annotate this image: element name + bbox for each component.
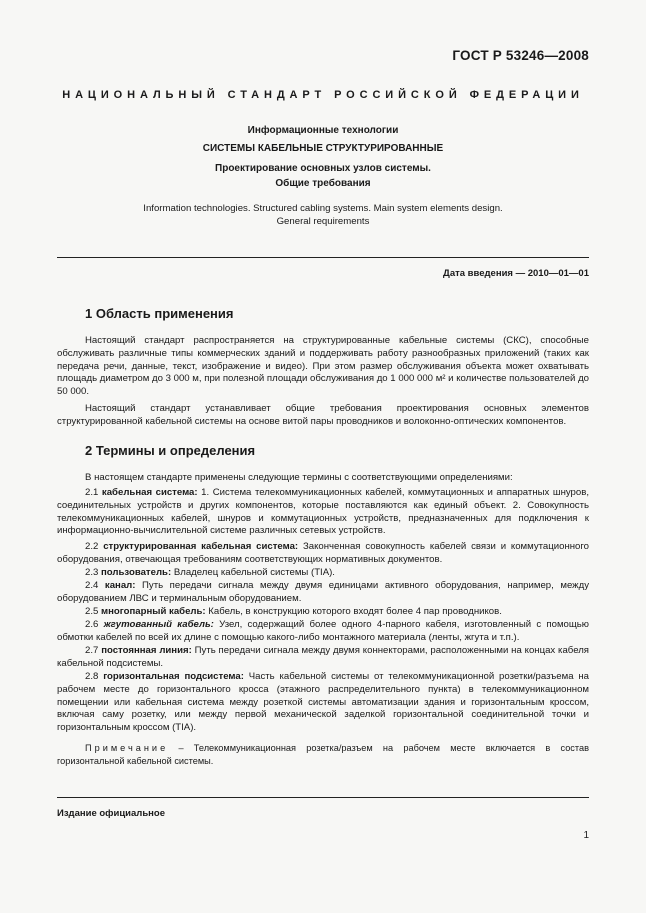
term-number: 2.4 [85,580,99,591]
term-definition: Путь передачи сигнала между двумя коннекторами, расположенными на концах кабеля кабельной подсистемы. [57,645,589,669]
note-label: Примечание [85,743,169,753]
section-1-paragraph-1: Настоящий стандарт распространяется на структурированные кабельные системы (СКС), способные обслуживать различные типы коммерческих зданий и поддерживать работу разнообразных приложений (таких как передача речи, данные, текст, изображение и видео). При этом размер обслуживания объекта может охватывать площадь диаметром до 3 000 м, при полезной площади обслуживания до 1 000 000 м² и количестве пользователей до 50 000. [57,335,589,398]
term-2-8 [57,671,589,735]
term-2-5 [57,606,589,619]
note-text: – Телекоммуникационная розетка/разъем на рабочем месте включается в состав горизонтальной кабельной системы. [57,743,589,766]
federation-banner: НАЦИОНАЛЬНЫЙ СТАНДАРТ РОССИЙСКОЙ ФЕДЕРАЦИИ [62,89,584,101]
term-2-7 [57,645,589,671]
term-number: 2.3 [85,567,99,578]
term-number: 2.5 [85,606,99,617]
section-2-heading: 2 Термины и определения [85,443,256,458]
section-1-heading: 1 Область применения [85,306,234,321]
term-name: многопарный кабель: [101,606,206,617]
term-2-1 [57,487,589,538]
edition-label: Издание официальное [57,808,165,819]
title-divider [57,257,589,258]
term-name: канал: [104,580,136,591]
section-2-intro: В настоящем стандарте применены следующие термины с соответствующими определениями: [85,472,513,483]
page-number: 1 [583,830,589,841]
title-line-4: Общие требования [275,178,371,189]
section-1-paragraph-2: Настоящий стандарт устанавливает общие требования проектирования основных элементов структурированной кабельной системы на основе витой пары проводников и волоконно-оптических компонентов. [57,403,589,427]
term-definition: 1. Система телекоммуникационных кабелей, коммутационных и аппаратных шнуров, соединительных устройств и других компонентов, которые поставляются как единый объект. 2. Совокупность телекоммуникационных кабелей, шнуров и коммутационных устройств, предназначенных для подключения к информационно-вычислительной системе различных сетевых устройств. [57,487,589,537]
term-number: 2.8 [85,671,99,682]
term-definition: Кабель, в конструкцию которого входят более 4 пар проводников. [205,606,502,617]
footer-divider [57,797,589,798]
term-name: горизонтальная подсистема: [103,671,244,682]
title-en-line-2: General requirements [276,216,370,227]
term-2-4 [57,580,589,606]
gost-number: ГОСТ Р 53246—2008 [452,48,589,63]
term-definition: Узел, содержащий более одного 4-парного кабеля, изготовленный с помощью обмотки кабелей по всей их длине с помощью какого-либо монтажного материала (ленты, жгута и т.п.). [57,619,589,643]
term-2-3 [57,567,589,580]
term-definition: Законченная совокупность кабелей связи и коммутационного оборудования, отвечающая требованиям соответствующих нормативных документов. [57,541,589,565]
term-name: структурированная кабельная система: [103,541,299,552]
term-definition: Владелец кабельной системы (TIA). [171,567,335,578]
title-line-2: СИСТЕМЫ КАБЕЛЬНЫЕ СТРУКТУРИРОВАННЫЕ [202,143,444,154]
term-2-6 [57,619,589,645]
term-number: 2.2 [85,541,99,552]
note [57,742,589,768]
term-definition: Путь передачи сигнала между двумя единицами активного оборудования, например, между оборудованием ЛВС и терминальным оборудованием. [57,580,589,604]
term-number: 2.6 [85,619,99,630]
term-definition: Часть кабельной системы от телекоммуникационной розетки/разъема на рабочем месте до горизонтального кросса (этажного распределительного пункта) в телекоммуникационном помещении или кабельная система между розеткой системы автоматизации здания и горизонтальным кроссом, включая саму розетку, или между первой механической заделкой горизонтальной соединительной точки и горизонтальным кроссом (TIA). [57,671,590,734]
title-line-1: Информационные технологии [247,125,399,136]
term-name: пользователь: [101,567,172,578]
term-number: 2.7 [85,645,99,656]
term-2-2 [57,541,589,567]
intro-date: Дата введения — 2010—01—01 [443,268,589,279]
term-name: постоянная линия: [101,645,192,656]
term-name: кабельная система: [101,487,198,498]
term-name: жгутованный кабель: [103,619,214,630]
title-line-3: Проектирование основных узлов системы. [215,163,431,174]
term-number: 2.1 [85,487,99,498]
title-en-line-1: Information technologies. Structured cabling systems. Main system elements design. [143,203,503,214]
